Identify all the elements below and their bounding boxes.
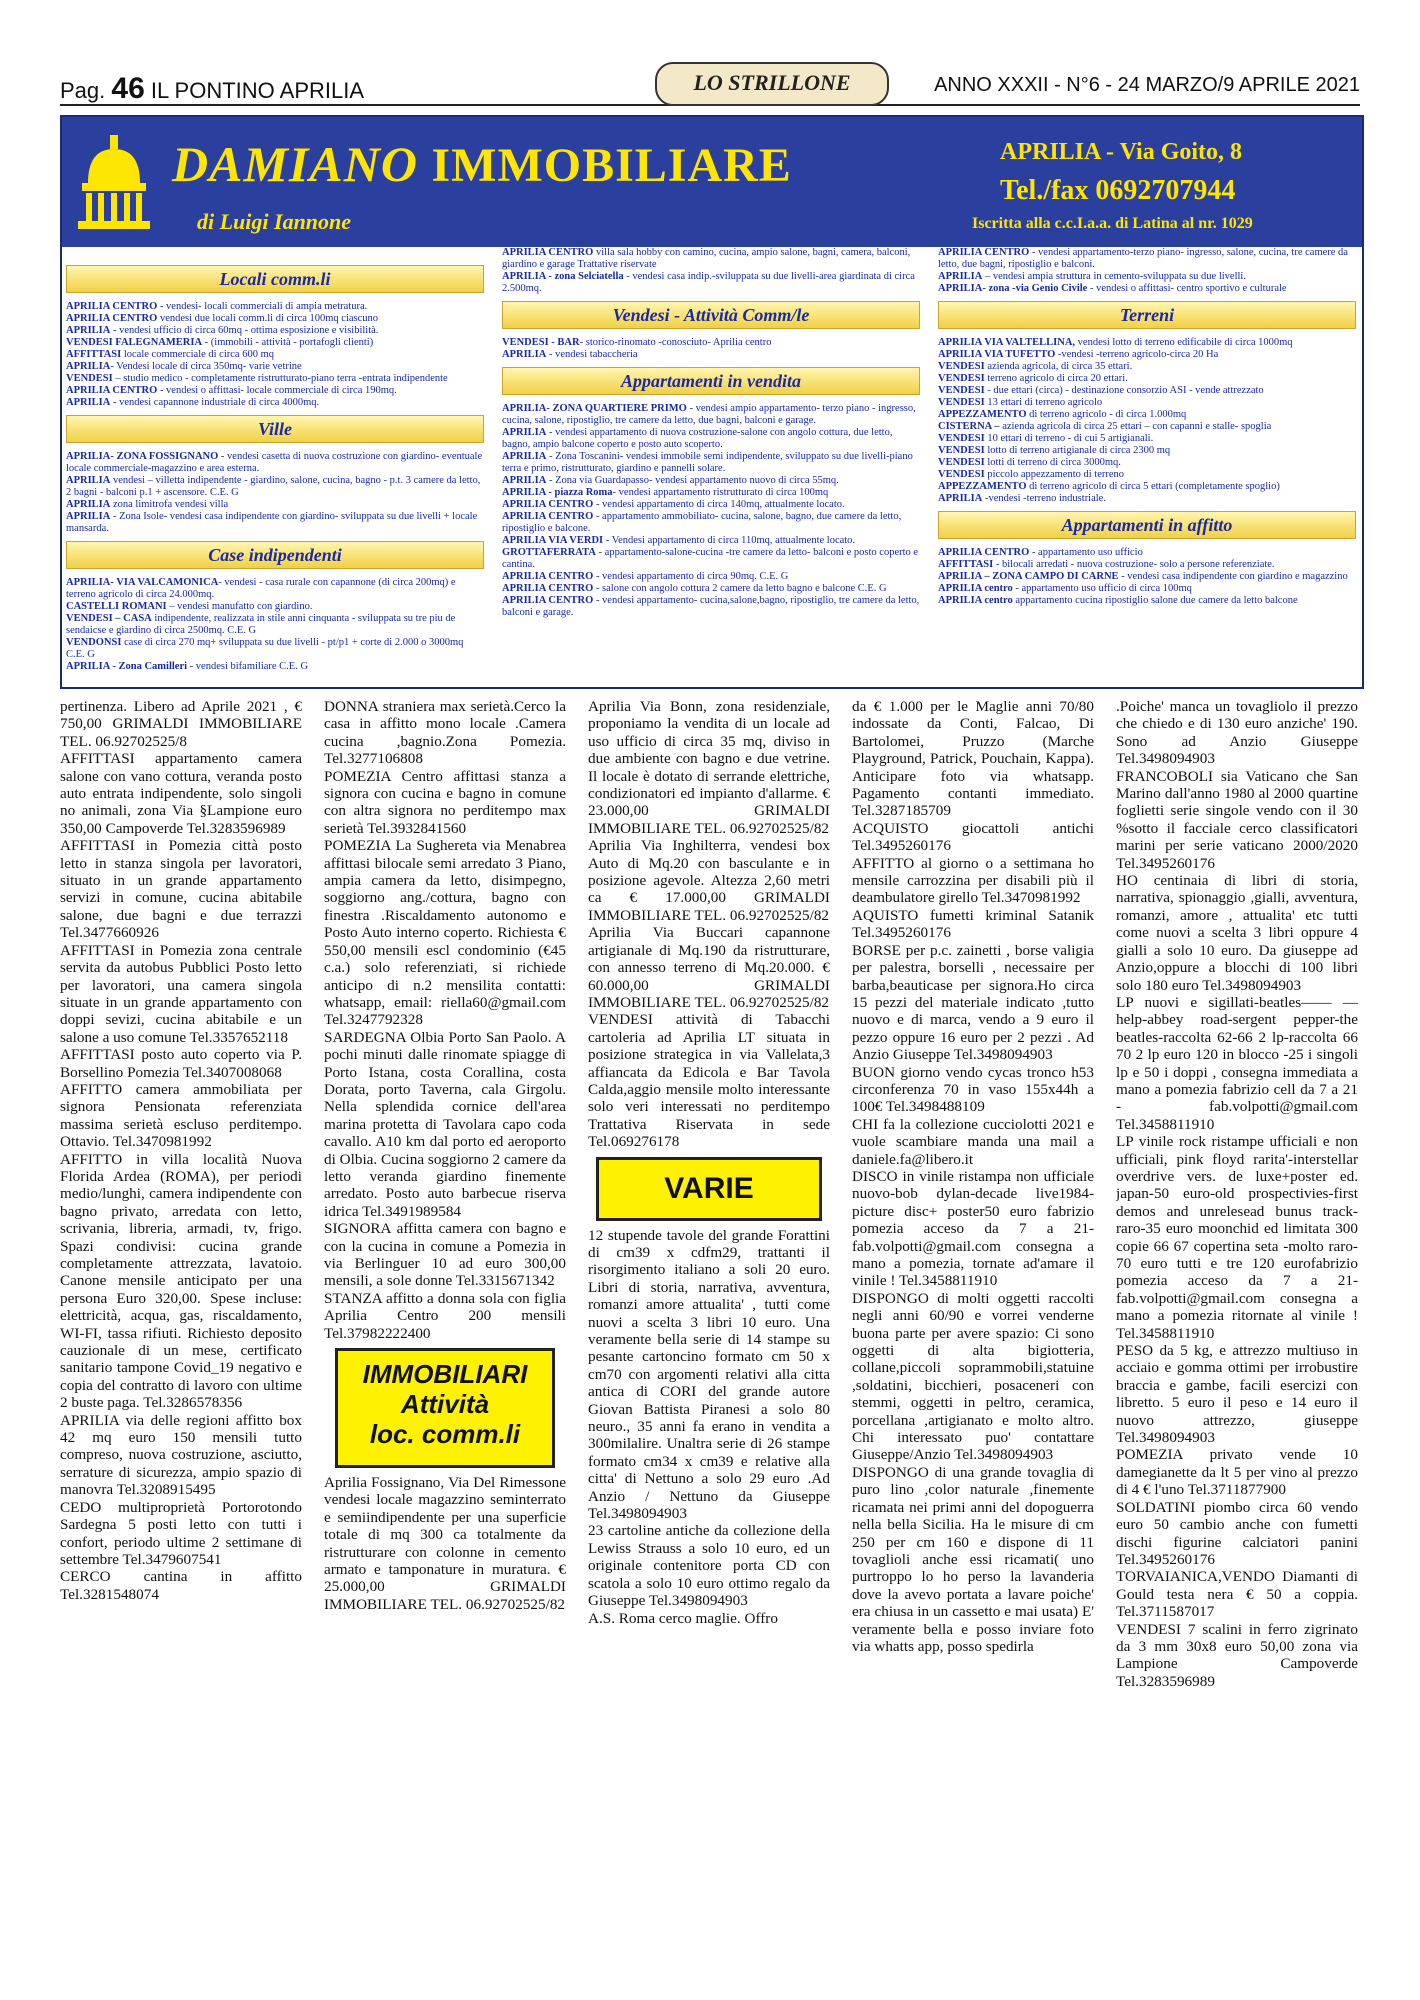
section-header-line: loc. comm.li: [369, 1419, 521, 1450]
ad-listing: [66, 325, 484, 337]
ad-listing-place: APRILIA: [66, 499, 111, 510]
ad-listing-place: APRILIA- ZONA FOSSIGNANO: [66, 451, 219, 462]
ad-listing: [938, 493, 1356, 505]
varie-section-header: [596, 1157, 822, 1221]
ad-listing: [938, 361, 1356, 373]
ad-listing-text: - vendesi o affittasi- centro sportivo e culturale: [1087, 283, 1287, 294]
ad-listing: [66, 349, 484, 361]
classifieds: [60, 698, 1360, 1988]
classified-ad: SIGNORA affitta camera con bagno e con la cucina in comune a Pomezia in via Berlinguer 10 ad euro 300,00 mensili, a sole donne Tel.3315671342: [324, 1220, 566, 1290]
ad-listing-text: appartamento cucina ripostiglio salone due camere da letto balcone: [1012, 595, 1298, 606]
ad-listing-text: vendesi lotto di terreno edificabile di circa 1000mq: [1075, 337, 1293, 348]
ad-listing: [502, 427, 920, 451]
ad-section-title: Vendesi - Attività Comm/le: [502, 301, 920, 329]
classified-ad: VENDESI attività di Tabacchi cartoleria ad Aprilia LT situata in posizione strategica in via Vallelata,3 affiancata da Edicola e Bar Tavola Calda,aggio mensile molto interessante solo veri interessati no perditempo Trattativa Riservata in sede Tel.069276178: [588, 1011, 830, 1151]
ad-listing-place: VENDESI: [938, 361, 985, 372]
ad-listing-place: APRILIA: [66, 325, 111, 336]
ad-listing: [66, 661, 484, 673]
classified-ad: CHI fa la collezione cucciolotti 2021 e vuole scambiare manda una mail a daniele.fa@libero.it: [852, 1115, 1094, 1168]
ad-listing-place: APRILIA- VIA VALCAMONICA: [66, 577, 219, 588]
classified-ad: POMEZIA Centro affittasi stanza a signora con cucina e bagno in comune con altra signora no perditempo max serietà Tel.3932841560: [324, 767, 566, 837]
agency-address: APRILIA - Via Goito, 8: [1000, 139, 1243, 165]
ad-listing-text: -vendesi -terreno agricolo-circa 20 Ha: [1055, 349, 1219, 360]
ad-listing-place: APRILIA - piazza Roma: [502, 487, 613, 498]
classified-ad: SOLDATINI piombo circa 60 vendo euro 50 cambio anche con fumetti dischi figurine calciatori panini Tel.3495260176: [1116, 1498, 1358, 1568]
ad-listing: [66, 301, 484, 313]
ad-listing-text: vendesi – villetta indipendente - giardino, salone, cucina, bagno - p.t. 3 camere da letto, 2 bagni - balconi p.1 + ascensore. C.E. G: [66, 475, 481, 498]
classified-ad: AFFITTO in villa località Nuova Florida Ardea (ROMA), per periodi medio/lunghi, camera indipendente con bagno privato, arredata con letto, scrivania, libreria, armadi, tv, frigo. Spazi condivisi: cucina grande completamente attrezzata, lavatoio. Canone mensile anticipato per una persona Euro 320,00. Spese incluse: elettricità, acqua, gas, riscaldamento, WI-FI, tassa rifiuti. Richiesto deposito cauzionale di un mese, certificato sanitario tampone Covid_19 negativo e copia del contratto di lavoro con ultime 2 buste paga. Tel.3286578356: [60, 1150, 302, 1412]
classified-ad: Aprilia Via Buccari capannone artigianale di Mq.190 da ristrutturare, con annesso terreno di Mq.20.000. € 60.000,00 GRIMALDI IMMOBILIARE TEL. 06.92702525/82: [588, 924, 830, 1011]
classified-ad: AQUISTO fumetti kriminal Satanik Tel.3495260176: [852, 906, 1094, 942]
ad-listing-place: APRILIA CENTRO: [502, 571, 594, 582]
ad-listing-place: APRILIA CENTRO: [938, 547, 1030, 558]
ad-listing-place: CASTELLI ROMANI: [66, 601, 167, 612]
ad-listing-text: - due ettari (circa) - destinazione consorzio ASI - vende attrezzato: [984, 385, 1264, 396]
ad-listing-place: VENDESI: [66, 373, 113, 384]
classified-ad: Aprilia Via Inghilterra, vendesi box Auto di Mq.20 con basculante e in posizione agevole. Altezza 2,60 metri ca € 17.000,00 GRIMALDI IMMOBILIARE TEL. 06.92702525/82: [588, 837, 830, 924]
ad-listing-text: – vendesi ampia struttura in cemento-sviluppata su due livelli.: [982, 271, 1246, 282]
ad-listing-place: APRILIA VIA VALTELLINA,: [938, 337, 1076, 348]
ad-listing: [502, 349, 920, 361]
ad-listing-text: - vendesi appartamento- cucina,salone,bagno, ripostiglio, tre camere da letto, balconi e garage.: [502, 595, 920, 618]
ad-listing-text: - vendesi ufficio di circa 60mq - ottima esposizione e visibilità.: [110, 325, 379, 336]
ad-listing-text: - vendesi - casa rurale con capannone (di circa 200mq) e terreno agricolo di circa 24.000mq.: [66, 577, 456, 600]
damiano-ad: [60, 115, 1364, 689]
ad-listing-text: – studio medico - completamente ristrutturato-piano terra -entrata indipendente: [112, 373, 448, 384]
ad-listing-place: APRILIA CENTRO: [502, 247, 594, 258]
classified-ad: da € 1.000 per le Maglie anni 70/80 indossate da Conti, Falcao, Di Bartolomei, Pruzzo (Marche Playground, Patrick, Pouchain, Kappa). Anticipare foto via whatsapp. Pagamento contanti immediato. Tel.3287185709: [852, 698, 1094, 820]
ad-listing-text: lotto di terreno artigianale di circa 2300 mq: [984, 445, 1171, 456]
ad-listing: [66, 337, 484, 349]
ad-listing-place: VENDESI - BAR: [502, 337, 580, 348]
section-header-line: IMMOBILIARI: [362, 1359, 528, 1390]
ad-listing: [938, 373, 1356, 385]
ad-section-title: Locali comm.li: [66, 265, 484, 293]
ad-listing: [502, 499, 920, 511]
ad-listing-place: APRILIA – ZONA CAMPO DI CARNE: [938, 571, 1119, 582]
ad-listing: [938, 445, 1356, 457]
classified-ad: TORVAIANICA,VENDO Diamanti di Gould testa nera € 50 a coppia. Tel.3711587017: [1116, 1568, 1358, 1621]
ad-listing-place: VENDESI: [938, 457, 985, 468]
ad-listing: [502, 271, 920, 295]
ad-listing: [66, 475, 484, 499]
classified-column-4: [852, 698, 1094, 1988]
ad-listing-text: indipendente, realizzata in stile anni cinquanta - sviluppata su tre piu de sendaicse e giardino di circa 2500mq. C.E. G: [66, 613, 456, 636]
classified-ad: 23 cartoline antiche da collezione della Lewiss Strauss a solo 10 euro, ed un originale contenitore porta CD con scatola a solo 10 euro ottimo regalo da Giuseppe Tel.3498094903: [588, 1522, 830, 1610]
classified-ad: AFFITTASI appartamento camera salone con vano cottura, veranda posto auto entrata indipendente, solo singoli no animali, zona Via §Lampione euro 350,00 Campoverde Tel.3283596989: [60, 750, 302, 837]
ad-listing-place: APRILIA: [938, 271, 983, 282]
classified-ad: STANZA affitto a donna sola con figlia Aprilia Centro 200 mensili Tel.37982222400: [324, 1289, 566, 1342]
classified-ad: Aprilia Via Bonn, zona residenziale, proponiamo la vendita di un locale ad uso ufficio di circa 35 mq, diviso in due ambiente con bagno e due vetrine. Il locale è dotato di serrande elettriche, condizionatori ed impianto d'allarme. € 23.000,00 GRIMALDI IMMOBILIARE TEL. 06.92702525/82: [588, 698, 830, 837]
ad-listing-text: - Vendesi locale di circa 350mq- varie vetrine: [110, 361, 302, 372]
ad-listing-text: - (immobili - attività - portafogli clienti): [202, 337, 374, 348]
ad-listing-place: APPEZZAMENTO: [938, 409, 1027, 420]
ad-listing: [502, 475, 920, 487]
ad-listing-text: – vendesi manufatto con giardino.: [166, 601, 313, 612]
classified-ad: LP nuovi e sigillati-beatles—— —help-abbey road-sergent pepper-the beatles-raccolta 62-66 2 lp-raccolta 66 70 2 lp euro 120 in blocco -25 i singoli lp e 50 i doppi , consegna immediata a mano a pomezia fabrizio cell da 7 a 21 - fab.volpotti@gmail.com Tel.3458811910: [1116, 993, 1358, 1133]
ad-listing-text: zona limitrofa vendesi villa: [110, 499, 229, 510]
ad-listing-place: APRILIA: [502, 349, 547, 360]
ad-listing-place: APRILIA CENTRO: [66, 301, 158, 312]
ad-listing: [502, 595, 920, 619]
ad-listing-text: - appartamento ammobiliato- cucina, salone, bagno, due camere da letto, ripostiglio e balcone.: [502, 511, 902, 534]
ad-listing-place: APRILIA: [938, 493, 983, 504]
ad-listing-place: APRILIA CENTRO: [938, 247, 1030, 258]
ad-listing-text: - vendesi appartamento ristrutturato di circa 100mq: [612, 487, 829, 498]
immobiliari-section-header: [335, 1348, 555, 1468]
ad-listing-text: - appartamento uso ufficio: [1029, 547, 1143, 558]
classified-ad: POMEZIA La Sughereta via Menabrea affittasi bilocale semi arredato 3 Piano, ampia camera da letto, disimpegno, soggiorno ang./cottura, bagno con finestra .Riscaldamento autonomo e Posto Auto interno coperto. Richiesta € 550,00 mensili escl condominio (€45 c.a.) solo referenziati, si richiede anticipo di n.2 mensilita contatti: whatsapp, email: riella60@gmail.com Tel.3247792328: [324, 837, 566, 1029]
ad-listing-place: AFFITTASI: [938, 559, 994, 570]
ad-listing-place: APRILIA - zona Selciatella: [502, 271, 624, 282]
classified-ad: APRILIA via delle regioni affitto box 42 mq euro 150 mensili tutto compreso, nuova costruzione, asciutto, serrature di sicurezza, ampio spazio di manovra Tel.3208915495: [60, 1411, 302, 1499]
ad-listing-place: VENDESI: [938, 373, 985, 384]
ad-listing: [938, 409, 1356, 421]
classified-column-3: [588, 698, 830, 1988]
ad-listing: [66, 385, 484, 397]
classified-ad: 12 stupende tavole del grande Forattini di cm39 x cdfm29, trattanti il risorgimento italiano a soli 20 euro. Libri di storia, narrativa, avventura, romanzi amore attualita' , tutti come nuovi a scelta 3 libri 10 euro. Una veramente bella serie di 14 stampe su pesante cartoncino formato cm 50 x cm70 con argomenti relativi alla citta antica di CORI del grande autore Giovan Battista Piranesi a solo 80 neuro., 35 anni fa erano in vendita a 300milalire. Unaltra serie di 26 stampe formato cm34 x cm39 e relative alla citta' di Nettuno a solo 29 euro .Ad Anzio / Nettuno da Giuseppe Tel.3498094903: [588, 1226, 830, 1523]
ad-section-title: Case indipendenti: [66, 541, 484, 569]
ad-listing: [502, 451, 920, 475]
ad-listing-place: VENDESI – CASA: [66, 613, 152, 624]
ad-listing-text: azienda agricola di circa 25 ettari – con capanni e stalle- spoglia: [999, 421, 1272, 432]
ad-listing-place: APRILIA CENTRO: [66, 313, 158, 324]
ad-listing-place: VENDESI: [938, 445, 985, 456]
ad-listing: [66, 397, 484, 409]
classified-ad: Aprilia Fossignano, Via Del Rimessone vendesi locale magazzino seminterrato e semiindipendente per una superficie totale di mq 300 ca totalmente da ristrutturare con colonne in cemento armato e tamponature in muratura. € 25.000,00 GRIMALDI IMMOBILIARE TEL. 06.92702525/82: [324, 1474, 566, 1613]
ad-listing: [938, 583, 1356, 595]
ad-listing-text: - vendesi casa indip.-sviluppata su due livelli-area giardinata di circa 2.500mq.: [502, 271, 915, 294]
ad-listing-place: APRILIA CENTRO: [502, 583, 594, 594]
ad-listing: [502, 535, 920, 547]
ad-listing-text: 10 ettari di terreno - di cui 5 artigianali.: [984, 433, 1154, 444]
ad-listing-place: APRILIA: [66, 475, 111, 486]
ad-listing-text: - vendesi- locali commerciali di ampia metratura.: [157, 301, 368, 312]
section-header-line: Attività: [400, 1389, 490, 1420]
ad-listing: [66, 511, 484, 535]
page-header: [60, 70, 1360, 106]
ad-listing-place: APRILIA: [66, 397, 111, 408]
ad-listing: [66, 577, 484, 601]
ad-listing: [938, 559, 1356, 571]
classified-ad: HO centinaia di libri di storia, narrativa, spionaggio ,gialli, avventura, romanzi, amore , attualita' etc tutti come nuovi a scelta 3 libri oppure 4 gialli a solo 10 euro. Da giuseppe ad Anzio,oppure a blocchi di 100 libri solo 180 euro Tel.3498094903: [1116, 872, 1358, 994]
ad-listing: [66, 313, 484, 325]
classified-column-2: [324, 698, 566, 1988]
dome-icon: [74, 131, 154, 231]
classified-ad: AFFITTASI in Pomezia zona centrale servita da autobus Pubblici Posto letto per lavoratori, una camera singola situate in un grande appartamento con doppi sevizi, cucina abitabile e un salone a uso comune Tel.3357652118: [60, 941, 302, 1046]
classified-ad: DISPONGO di molti oggetti raccolti negli anni 60/90 e vorrei venderne buona parte per avere spazio: Ci sono oggetti di alta bigiotteria, collane,piccoli soprammobili,statuine ,soldatini, bicchieri, posaceneri con stemmi, oggetti in peltro, ceramica, porcellana ,artigianato e molto altro. Chi interessato puo' contattare Giuseppe/Anzio Tel.3498094903: [852, 1289, 1094, 1464]
agency-owner: di Luigi Iannone: [197, 209, 352, 234]
ad-listing-text: - Zona via Guardapasso- vendesi appartamento nuovo di circa 55mq.: [546, 475, 839, 486]
ad-listing-text: - Vendesi appartamento di circa 110mq, attualmente locato.: [603, 535, 856, 546]
ad-listing-text: - vendesi casetta di nuova costruzione con giardino- eventuale locale commerciale-magazzino e area esterna.: [66, 451, 483, 474]
classified-ad: AFFITTO al giorno o a settimana ho mensile carrozzina per disabili più il deambulatore girello Tel.3470981992: [852, 854, 1094, 907]
ad-listing-place: APRILIA: [66, 511, 111, 522]
ad-listing-text: -vendesi -terreno industriale.: [982, 493, 1106, 504]
ad-listing: [938, 385, 1356, 397]
ad-listing: [938, 349, 1356, 361]
ad-listing-place: APRILIA: [502, 475, 547, 486]
ad-listing-place: APRILIA CENTRO: [502, 595, 594, 606]
classified-ad: DISCO in vinile ristampa non ufficiale nuovo-bob dylan-decade live1984-picture disc+ poster50 euro fabrizio pomezia acceso da 7 a 21-fab.volpotti@gmail.com consegna a mano a pomezia, tornate ad'amare il vinile ! Tel.3458811910: [852, 1167, 1094, 1290]
ad-listing-text: - vendesi casa indipendente con giardino e magazzino: [1118, 571, 1348, 582]
ad-listing-place: VENDESI FALEGNAMERIA: [66, 337, 203, 348]
agency-name: DAMIANO IMMOBILIARE: [172, 136, 792, 192]
ad-listing-text: - vendesi tabaccheria: [546, 349, 638, 360]
ad-listing: [938, 469, 1356, 481]
ad-listing: [938, 271, 1356, 283]
ad-listing-place: VENDESI: [938, 397, 985, 408]
ad-listing-text: - vendesi appartamento di nuova costruzione-salone con angolo cottura, due letto, bagno, ampio balcone coperto e posto auto scoperto.: [502, 427, 893, 450]
ad-listing: [502, 583, 920, 595]
classified-ad: DISPONGO di una grande tovaglia di puro lino ,color naturale ,finemente ricamata nei primi anni del dopoguerra nella bella Sicilia. Ha le misure di cm 250 per cm 160 e dispone di 11 tovaglioli anche essi ricamati( uno purtroppo lo ho perso la lavanderia dove la avevo portata a lavare poiche' era chiusa in un cassetto e mai usata) E' veramente bella e posso inviare foto via whatts app, posso spedirla: [852, 1463, 1094, 1655]
ad-listing-place: VENDESI: [938, 385, 985, 396]
ad-listing: [502, 547, 920, 571]
classified-ad: BUON giorno vendo cycas tronco h53 circonferenza 70 in vaso 155x44h a 100€ Tel.3498488109: [852, 1063, 1094, 1116]
ad-listing-text: di terreno agricolo - di circa 1.000mq: [1026, 409, 1187, 420]
classified-ad: CERCO cantina in affitto Tel.3281548074: [60, 1568, 302, 1603]
ad-listing: [938, 481, 1356, 493]
ad-listing-place: APPEZZAMENTO: [938, 481, 1027, 492]
ad-listing-place: APRILIA CENTRO: [66, 385, 158, 396]
ad-listing: [66, 613, 484, 637]
ad-section-title: Appartamenti in vendita: [502, 367, 920, 395]
classified-ad: SARDEGNA Olbia Porto San Paolo. A pochi minuti dalle rinomate spiagge di Porto Istana, costa Corallina, costa Dorata, porto Taverna, cala Girgolu. Nella splendida cornice dell'area marina protetta di Tavolara capo coda cavallo. A10 km dal porto ed aeroporto di Olbia. Cucina soggiorno 2 camere da letto veranda giardino finemente arredato. Posto auto barbecue riserva idrica Tel.3491989584: [324, 1028, 566, 1220]
ad-listing: [502, 247, 920, 271]
ad-listing-text: - appartamento uso ufficio di circa 100mq: [1012, 583, 1192, 594]
ad-listing-text: vendesi due locali comm.li di circa 100mq ciascuno: [157, 313, 379, 324]
ad-listing-place: APRILIA - Zona Camilleri: [66, 661, 188, 672]
agency-registration: Iscritta alla c.c.I.a.a. di Latina al nr. 1029: [972, 215, 1253, 232]
ad-listing: [938, 433, 1356, 445]
ad-listing: [938, 595, 1356, 607]
classified-ad: AFFITTASI in Pomezia città posto letto in stanza singola per lavoratori, situato in un grande appartamento servizi in comune, cucina abitabile salone, due bagni e due terrazzi Tel.3477660926: [60, 837, 302, 942]
classified-column-5: [1116, 698, 1358, 1988]
ad-listing-place: APRILIA VIA TUFETTO: [938, 349, 1056, 360]
ad-listing-text: - vendesi bifamiliare C.E. G: [187, 661, 309, 672]
classified-column-1: [60, 698, 302, 1988]
ad-column-1: [66, 259, 484, 673]
classified-ad: LP vinile rock ristampe ufficiali e non ufficiali, pink floyd rarita'-interstellar overdrive vers. de luxe+poster ed. japan-50 euro-old prospectivies-first demos and unrelesead bunus track-raro-35 euro moonchid ed limitata 300 copie 66 67 copertina seta -molto raro-70 euro tutti e tre 120 eurofabrizio pomezia acceso da 7 a 21-fab.volpotti@gmail.com consegna a mano a pomezia ritornate al vinile ! Tel.3458811910: [1116, 1133, 1358, 1342]
ad-listing-text: case di circa 270 mq+ sviluppata su due livelli - pt/p1 + corte di 2.000 o 3000mq C.E. G: [66, 637, 464, 660]
agency-phone: Tel./fax 0692707944: [1000, 175, 1236, 206]
ad-listing-text: - vendesi appartamento-terzo piano- ingresso, salone, cucina, tre camere da letto, due bagni, ripostiglio e balconi.: [938, 247, 1348, 270]
ad-listing-place: APRILIA: [502, 451, 547, 462]
ad-listing: [66, 373, 484, 385]
ad-listing: [938, 547, 1356, 559]
ad-listing-text: terreno agricolo di circa 20 ettari.: [984, 373, 1128, 384]
ad-listing: [502, 571, 920, 583]
ad-listing: [502, 403, 920, 427]
ad-listing-text: - vendesi appartamento di circa 140mq, attualmente locato.: [593, 499, 845, 510]
classified-ad: DONNA straniera max serietà.Cerco la casa in affitto mono locale .Camera cucina ,bagnio.Zona Pomezia. Tel.3277106808: [324, 698, 566, 768]
newspaper-logo: LO STRILLONE: [655, 62, 889, 106]
ad-listing-text: azienda agricola, di circa 35 ettari.: [984, 361, 1133, 372]
ad-column-3: [938, 247, 1356, 607]
ad-listing: [938, 247, 1356, 271]
classified-ad: POMEZIA privato vende 10 damegianette da lt 5 per vino al prezzo di 4 € l'uno Tel.3711877900: [1116, 1446, 1358, 1499]
ad-listing-text: lotti di terreno di circa 3000mq.: [984, 457, 1121, 468]
ad-listing-place: APRILIA: [66, 361, 111, 372]
classified-ad: VENDESI 7 scalini in ferro zigrinato da 3 mm 30x8 euro 50,00 zona via Lampione Campoverde Tel.3283596989: [1116, 1620, 1358, 1690]
ad-listing-place: CISTERNA –: [938, 421, 1000, 432]
ad-listing: [938, 337, 1356, 349]
ad-listing-place: VENDONSI: [66, 637, 122, 648]
ad-listing-place: GROTTAFERRATA: [502, 547, 596, 558]
ad-banner: [62, 117, 1362, 247]
ad-listing-place: APRILIA- ZONA QUARTIERE PRIMO: [502, 403, 687, 414]
ad-listing: [66, 451, 484, 475]
classified-ad: AFFITTASI posto auto coperto via P. Borsellino Pomezia Tel.3407008068: [60, 1046, 302, 1081]
ad-listing: [938, 571, 1356, 583]
ad-listing: [66, 499, 484, 511]
ad-listing-text: locale commerciale di circa 600 mq: [121, 349, 274, 360]
ad-listing-place: VENDESI: [938, 469, 985, 480]
ad-column-2: [502, 247, 920, 619]
ad-listing-place: APRILIA- zona -via Genio Civile: [938, 283, 1088, 294]
classified-ad: AFFITTO camera ammobiliata per signora Pensionata referenziata massima serietà escluso perditempo. Ottavio. Tel.3470981992: [60, 1080, 302, 1151]
ad-listing-place: APRILIA centro: [938, 595, 1013, 606]
page-number: Pag. 46 IL PONTINO APRILIA: [60, 72, 365, 105]
ad-section-title: Ville: [66, 415, 484, 443]
ad-listing-text: - appartamento-salone-cucina -tre camere da letto- balconi e posto coperto e cantina.: [502, 547, 919, 570]
ad-listing-text: piccolo appezzamento di terreno: [984, 469, 1125, 480]
ad-listing-text: - Zona Isole- vendesi casa indipendente con giardino- sviluppata su due livelli + locale mansarda.: [66, 511, 478, 534]
ad-listing-text: di terreno agricolo di circa 5 ettari (completamente spoglio): [1026, 481, 1280, 492]
ad-listing: [66, 361, 484, 373]
ad-listing: [502, 337, 920, 349]
ad-section-title: Terreni: [938, 301, 1356, 329]
ad-listing: [938, 421, 1356, 433]
ad-listing: [938, 283, 1356, 295]
ad-listing: [66, 637, 484, 661]
ad-listing-place: AFFITTASI: [66, 349, 122, 360]
classified-ad: FRANCOBOLI sia Vaticano che San Marino dall'anno 1980 al 2000 quartine foglietti serie singole vendo con il 30 %sotto il facciale cerco classificatori marini per serie vaticano 2000/2020 Tel.3495260176: [1116, 767, 1358, 872]
ad-listing-text: - Zona Toscanini- vendesi immobile semi indipendente, sviluppato su due livelli-piano terra e primo, ristrutturato, giardino e pannelli solare.: [502, 451, 913, 474]
ad-listing-text: - vendesi o affittasi- locale commerciale di circa 190mq.: [157, 385, 397, 396]
ad-listing-text: villa sala hobby con camino, cucina, ampio salone, bagni, camera, balconi, giardino e garage Trattative riservate: [502, 247, 911, 270]
section-header-line: VARIE: [664, 1171, 754, 1205]
ad-listing-text: - vendesi ampio appartamento- terzo piano - ingresso, cucina, salone, ripostiglio, tre camere da letto, due bagni, balconi e garage.: [502, 403, 916, 426]
ad-listing-place: APRILIA CENTRO: [502, 499, 594, 510]
ad-listing-text: - vendesi capannone industriale di circa 4000mq.: [110, 397, 320, 408]
ad-listing-text: - salone con angolo cottura 2 camere da letto bagno e balcone C.E. G: [593, 583, 887, 594]
ad-listing: [938, 397, 1356, 409]
ad-section-title: Appartamenti in affitto: [938, 511, 1356, 539]
ad-listing-text: - bilocali arredati - nuova costruzione- solo a persone referenziate.: [993, 559, 1275, 570]
ad-listing: [502, 487, 920, 499]
ad-listing: [502, 511, 920, 535]
classified-ad: .Poiche' manca un tovagliolo il prezzo che chiedo e di 130 euro anziche' 190. Sono ad Anzio Giuseppe Tel.3498094903: [1116, 698, 1358, 768]
ad-listing-text: - storico-rinomato -conosciuto- Aprilia centro: [579, 337, 772, 348]
ad-listing-text: 13 ettari di terreno agricolo: [984, 397, 1103, 408]
classified-ad: CEDO multiproprietà Portorotondo Sardegna 5 posti letto con tutti i confort, periodo ultime 2 settimane di settembre Tel.3479607541: [60, 1498, 302, 1568]
classified-ad: ACQUISTO giocattoli antichi Tel.3495260176: [852, 819, 1094, 855]
classified-ad: PESO da 5 kg, e attrezzo multiuso in acciaio e gomma ottimi per irrobustire braccia e gambe, facili esercizi con libretto. 5 euro il peso e 14 euro il nuovo attrezzo, giuseppe Tel.3498094903: [1116, 1342, 1358, 1447]
ad-listing-place: APRILIA CENTRO: [502, 511, 594, 522]
ad-listing-place: APRILIA centro: [938, 583, 1013, 594]
ad-listing-text: - vendesi appartamento di circa 90mq. C.E. G: [593, 571, 789, 582]
ad-listing-place: APRILIA: [502, 427, 547, 438]
issue-info: ANNO XXXII - N°6 - 24 MARZO/9 APRILE 2021: [934, 74, 1360, 96]
ad-listing-place: VENDESI: [938, 433, 985, 444]
ad-listing-place: APRILIA VIA VERDI: [502, 535, 604, 546]
ad-listing: [938, 457, 1356, 469]
classified-ad: pertinenza. Libero ad Aprile 2021 , € 750,00 GRIMALDI IMMOBILIARE TEL. 06.92702525/8: [60, 698, 302, 750]
ad-listing: [66, 601, 484, 613]
classified-ad: A.S. Roma cerco maglie. Offro: [588, 1609, 778, 1627]
classified-ad: BORSE per p.c. zainetti , borse valigia per palestra, borselli , necessaire per barba,beauticase per signora.Ho circa 15 pezzi del materiale indicato ,tutto nuovo e di marca, vendo a 9 euro il pezzo oppure 16 euro per 2 pezzi . Ad Anzio Giuseppe Tel.3498094903: [852, 941, 1094, 1064]
